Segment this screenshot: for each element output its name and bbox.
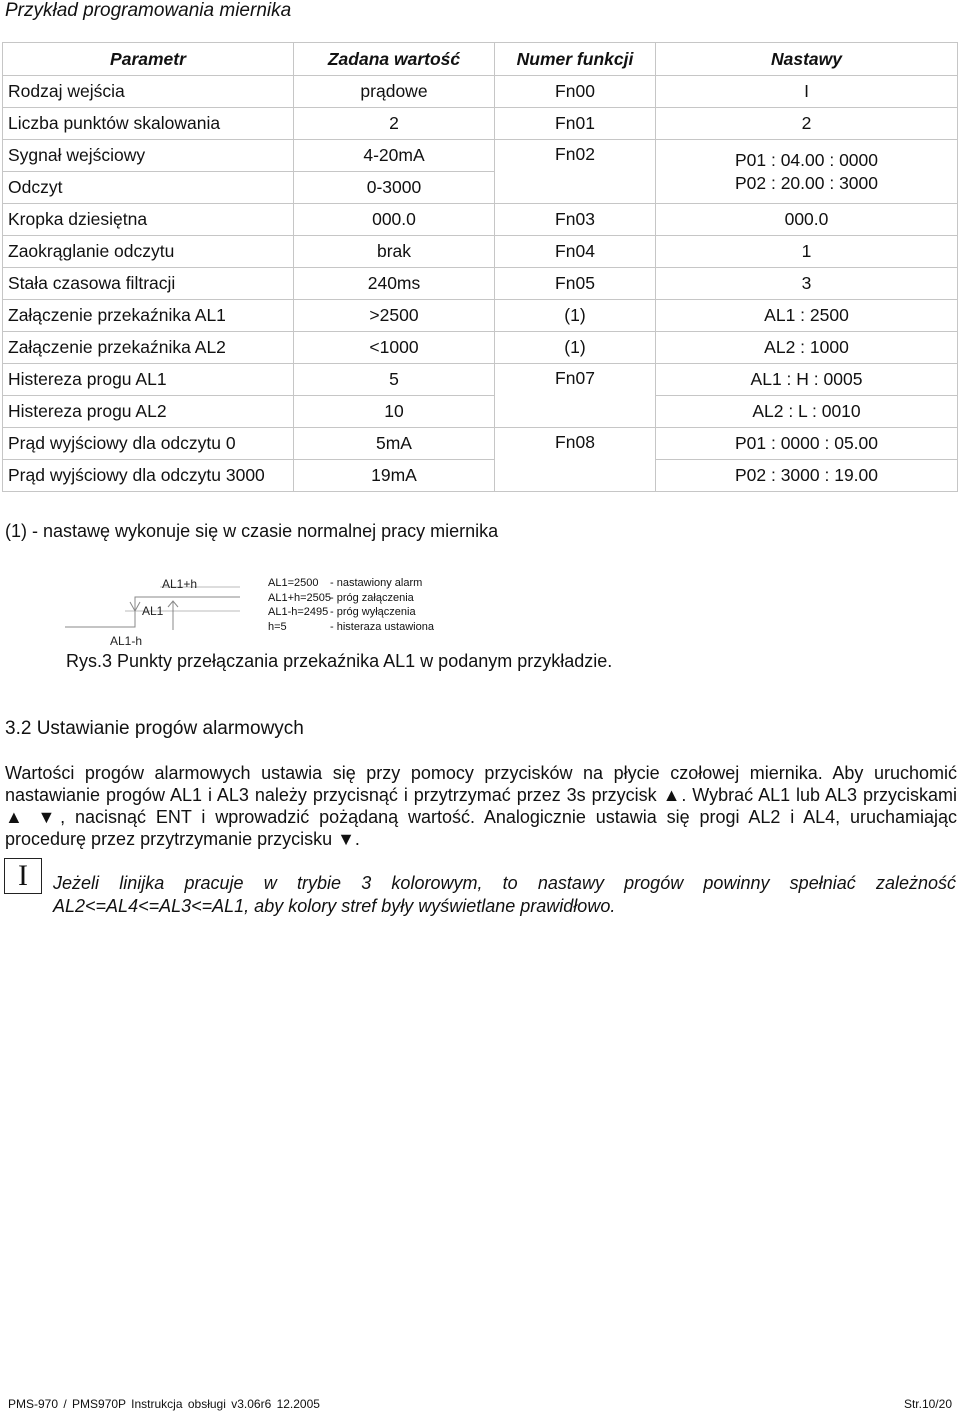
table-cell: Sygnał wejściowy [3, 140, 294, 172]
table-cell: Rodzaj wejścia [3, 76, 294, 108]
body-paragraph: Wartości progów alarmowych ustawia się przy pomocy przycisków na płycie czołowej miernika. Aby uruchomić nastawianie progów AL1 i AL3 należy przycisnąć i przytrzymać przez 3s przycisk ▲. Wybrać AL1 lub AL3 przyciskami ▲ ▼, nacisnąć ENT i wprowadzić pożądaną wartość. Analogicznie ustawia się progi AL2 i AL4, uruchamiając procedurę przez przytrzymanie przycisku ▼. [5, 763, 957, 849]
table-cell: Prąd wyjściowy dla odczytu 3000 [3, 460, 294, 492]
table-footnote: (1) - nastawę wykonuje się w czasie normalnej pracy miernika [5, 521, 499, 541]
table-cell: 5 [294, 364, 495, 396]
table-row [3, 460, 958, 492]
legend-row [268, 591, 434, 606]
legend-row [268, 620, 434, 635]
legend-desc: - próg załączenia [330, 591, 414, 604]
table-cell: Fn02 [495, 140, 656, 204]
column-header: Parametr [3, 43, 294, 76]
table-cell: prądowe [294, 76, 495, 108]
table-cell: 000.0 [656, 204, 958, 236]
legend-row [268, 576, 434, 591]
table-row [3, 76, 958, 108]
table-cell: AL2 : L : 0010 [656, 396, 958, 428]
table-cell: Prąd wyjściowy dla odczytu 0 [3, 428, 294, 460]
table-cell: Fn07 [495, 364, 656, 428]
table-header-row [3, 43, 958, 76]
table-cell: Załączenie przekaźnika AL2 [3, 332, 294, 364]
table-cell: 19mA [294, 460, 495, 492]
table-cell: Fn03 [495, 204, 656, 236]
footer-document-info: PMS-970 / PMS970P Instrukcja obsługi v3.06r6 12.2005 [8, 1397, 320, 1411]
table-cell: Kropka dziesiętna [3, 204, 294, 236]
figure-caption: Rys.3 Punkty przełączania przekaźnika AL1 w podanym przykładzie. [66, 651, 613, 671]
table-cell: >2500 [294, 300, 495, 332]
table-cell: 2 [294, 108, 495, 140]
table-cell: 5mA [294, 428, 495, 460]
table-row [3, 300, 958, 332]
footer-page-number: Str.10/20 [903, 1397, 952, 1411]
table-row [3, 332, 958, 364]
column-header: Numer funkcji [495, 43, 656, 76]
column-header: Zadana wartość [294, 43, 495, 76]
table-cell: 3 [656, 268, 958, 300]
table-cell: Zaokrąglanie odczytu [3, 236, 294, 268]
setting-line: P01 : 04.00 : 0000 [734, 149, 879, 170]
table-cell: AL1 : H : 0005 [656, 364, 958, 396]
table-cell: 10 [294, 396, 495, 428]
diagram-legend [268, 576, 434, 634]
table-cell: AL2 : 1000 [656, 332, 958, 364]
label-alarm-value: AL1 [142, 604, 164, 618]
legend-desc: - histeraza ustawiona [330, 620, 434, 633]
table-cell: AL1 : 2500 [656, 300, 958, 332]
table-cell: 2 [656, 108, 958, 140]
table-cell: Fn05 [495, 268, 656, 300]
legend-key: AL1-h=2495 [268, 606, 329, 618]
legend-key: h=5 [268, 620, 287, 633]
table-cell: I [656, 76, 958, 108]
info-icon: I [4, 858, 42, 894]
table-cell: brak [294, 236, 495, 268]
setting-line: P02 : 20.00 : 3000 [734, 172, 879, 193]
label-lower-threshold: AL1-h [110, 634, 143, 648]
table-cell: 000.0 [294, 204, 495, 236]
table-row [3, 396, 958, 428]
legend-key: AL1+h=2505 [268, 591, 332, 604]
table-cell: Fn08 [495, 428, 656, 492]
table-cell: P02 : 3000 : 19.00 [656, 460, 958, 492]
table-row [3, 364, 958, 396]
table-cell: (1) [495, 332, 656, 364]
table-cell: Fn01 [495, 108, 656, 140]
legend-row [268, 605, 434, 620]
legend-desc: - próg wyłączenia [330, 606, 416, 618]
table-cell: <1000 [294, 332, 495, 364]
table-cell: 4-20mA [294, 140, 495, 172]
legend-desc: - nastawiony alarm [330, 577, 423, 589]
info-note: Jeżeli linijka pracuje w trybie 3 kolorowym, to nastawy progów powinny spełniać zależność AL2<=AL4<=AL3<=AL1, aby kolory stref były wyświetlane prawidłowo. [53, 873, 956, 916]
table-cell [656, 140, 958, 204]
table-cell: Liczba punktów skalowania [3, 108, 294, 140]
table-row [3, 428, 958, 460]
table-cell: (1) [495, 300, 656, 332]
table-row [3, 140, 958, 172]
table-cell: 240ms [294, 268, 495, 300]
table-cell: Histereza progu AL2 [3, 396, 294, 428]
table-cell: P01 : 0000 : 05.00 [656, 428, 958, 460]
table-cell: 0-3000 [294, 172, 495, 204]
table-cell: Odczyt [3, 172, 294, 204]
table-cell: Histereza progu AL1 [3, 364, 294, 396]
section-title: 3.2 Ustawianie progów alarmowych [5, 718, 304, 739]
legend-key: AL1=2500 [268, 577, 319, 589]
label-upper-threshold: AL1+h [162, 577, 198, 591]
table-row [3, 236, 958, 268]
table-cell: Załączenie przekaźnika AL1 [3, 300, 294, 332]
table-cell: Stała czasowa filtracji [3, 268, 294, 300]
page-heading: Przykład programowania miernika [5, 0, 292, 21]
table-cell: Fn00 [495, 76, 656, 108]
column-header: Nastawy [656, 43, 958, 76]
table-row [3, 204, 958, 236]
table-row [3, 268, 958, 300]
table-cell: 1 [656, 236, 958, 268]
table-cell: Fn04 [495, 236, 656, 268]
table-row [3, 108, 958, 140]
parameters-table [2, 42, 958, 492]
